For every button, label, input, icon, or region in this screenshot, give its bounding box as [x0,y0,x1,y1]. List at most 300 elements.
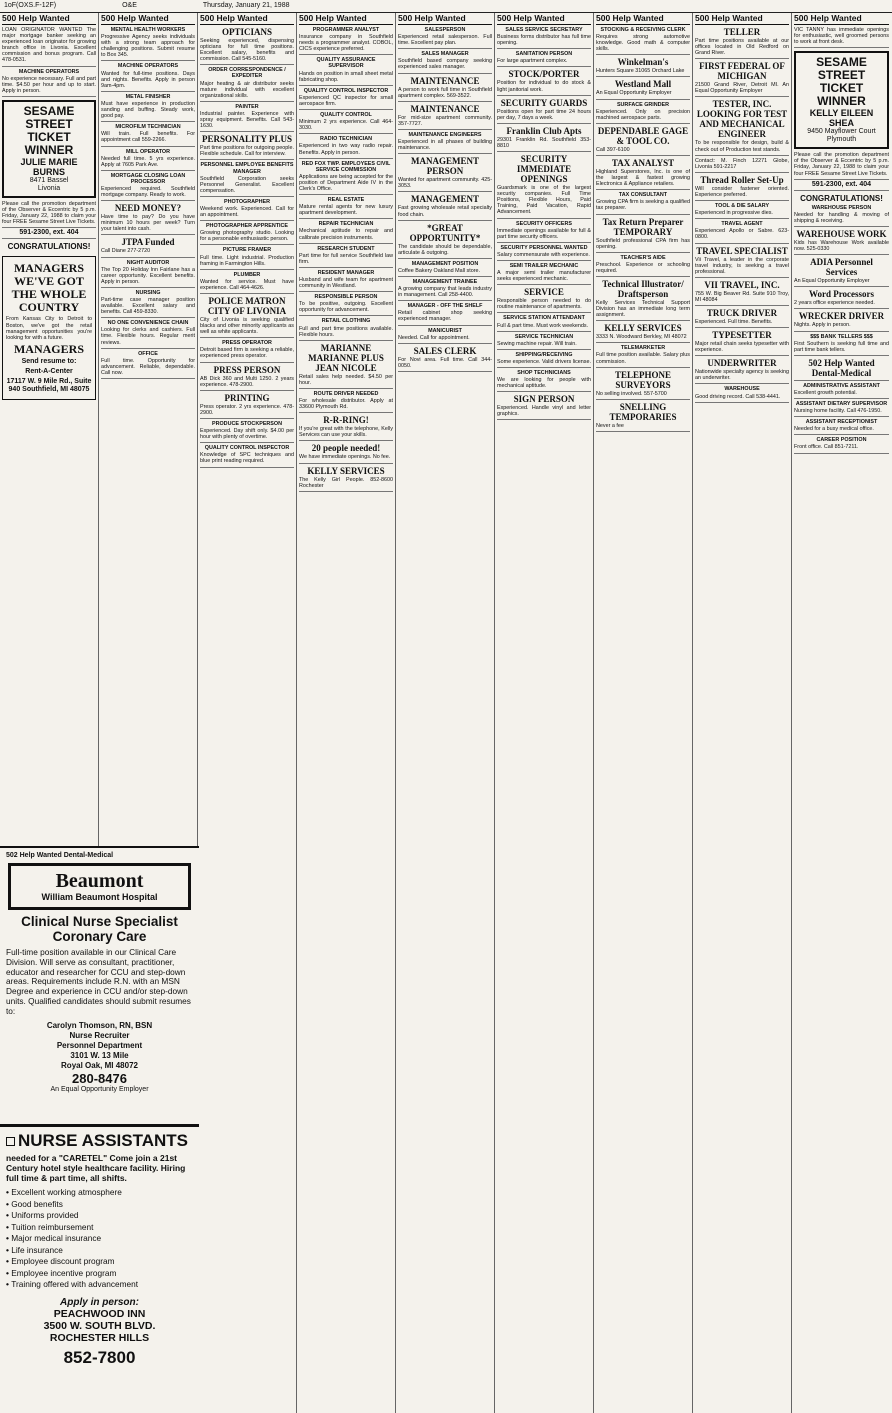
classified-ad [101,320,195,345]
ad-body: Please call the promotion department of the Observer & Eccentric by 5 p.m. Friday, January 22, 1988 to claim your four FREE Sesame Street Live Tickets. [794,152,889,177]
ad-divider [596,76,690,77]
ad-body: Preschool. Experience or schooling required. [596,261,690,274]
winner-city: Plymouth [826,136,857,144]
contact-title: Nurse Recruiter [69,1030,130,1040]
ad-heading: MAINTENANCE ENGINEERS [408,131,482,138]
ad-divider [497,312,591,313]
ad-body: Mature rental agents for new luxury apartment development. [299,204,393,217]
classified-ad [596,217,690,250]
benefit-item: • Uniforms provided [6,1210,193,1222]
ad-heading: WAREHOUSE [724,386,760,393]
beaumont-section-header: 502 Help Wanted Dental-Medical [6,852,114,859]
contact-dept: Personnel Department [56,1040,143,1050]
classified-ad [398,261,492,274]
ad-divider [2,227,96,228]
classified-ad [299,391,393,410]
ad-heading: TELEMARKETER [620,345,666,352]
benefit-item: • Good benefits [6,1199,193,1211]
classified-ad [200,393,294,416]
ad-heading: Franklin Club Apts [506,125,582,136]
ad-heading: SECURITY IMMEDIATE OPENINGS [516,154,572,185]
ad-heading: QUALITY CONTROL [320,112,372,119]
ad-body: The Top 20 Holiday Inn Fairlane has a career opportunity. Excellent benefits. Apply in person. [101,266,195,285]
ad-heading: MANAGER - OFF THE SHELF [407,303,483,310]
ad-body: Nationwide specialty agency is seeking an underwriter. [695,369,789,382]
ad-body: Full time. Light industrial. Production framing in Farmington Hills. [200,254,294,267]
classified-ad [695,221,789,240]
classified-ad [497,221,591,240]
ad-divider [299,158,393,159]
ad-heading: PRESS PERSON [213,364,281,375]
ad-body: Hands on position in small sheet metal fabricating shop. [299,70,393,83]
ad-body: Experienced QC inspector for small aerospace firm. [299,94,393,107]
ad-divider [101,121,195,122]
classified-ad [299,161,393,192]
ad-divider [695,355,789,356]
classified-ad [200,104,294,129]
classified-ad [497,287,591,310]
classified-ad [794,152,889,176]
ad-divider [200,390,294,391]
ad-divider [299,491,393,492]
ad-divider [299,267,393,268]
beaumont-title: Clinical Nurse Specialist Coronary Care [21,914,178,944]
classified-ad [2,201,96,225]
ad-divider [794,416,889,417]
benefit-item: • Employee discount program [6,1256,193,1268]
column-header: 500 Help Wanted [794,13,889,25]
classified-ad [794,289,889,306]
classified-ad [299,136,393,155]
ad-divider [497,349,591,350]
ad-body: Minimum 2 yrs experience. Call 464-3030. [299,119,393,132]
ad-divider [794,380,889,381]
classified-ad [695,27,789,56]
ad-body: Responsible person needed to do routine maintenance of apartments. [497,298,591,311]
ad-heading: NEED MONEY? [114,203,182,214]
ad-body: Requires strong automotive knowledge. Good math & computer skills. [596,34,690,53]
managers-send: Send resume to: [21,357,77,365]
benefit-item: • Major medical insurance [6,1233,193,1245]
classified-ad [299,466,393,489]
ad-body: Progressive Agency seeks individuals with a strong team approach for challenging positions. Submit resume to Box 345. [101,34,195,59]
ad-divider [200,418,294,419]
ad-body: Experienced in all phases of building maintenance. [398,139,492,152]
ad-divider [398,371,492,372]
ad-heading: RADIO TECHNICIAN [319,136,373,143]
classified-ad [200,134,294,157]
ad-heading: SALES SERVICE SECRETARY [505,27,583,33]
ad-body: Experienced in two way radio repair. Benefits. Apply in person. [299,143,393,156]
ad-body: Kids has Warehouse Work available now. 525-0330 [794,240,889,253]
ad-divider [695,58,789,59]
ad-heading: Thread Roller Set-Up [700,174,784,185]
ad-body: Coffee Bakery Oakland Mall store. [398,267,480,274]
ad-body: Call Diane 277-2720 [101,248,151,255]
classified-ad [497,69,591,92]
ad-heading: MANAGEMENT POSITION [411,260,479,267]
ad-body: Guardsmark is one of the largest security companies. Full Time Positions, Flexible Hours, Paid Training, Paid Vacation, Rapid Advancement. [497,185,591,216]
winner-name: JULIE MARIE BURNS [20,156,78,177]
ad-divider [398,191,492,192]
ad-heading: TRAVEL AGENT [721,221,763,228]
ad-heading: PROGRAMMER ANALYST [312,27,380,33]
classified-ad [101,63,195,88]
ad-heading: SALES CLERK [413,345,477,356]
column-9 [792,13,891,1413]
classified-ad [695,330,789,353]
ad-body: First Southern is seeking full time and part time bank tellers. [794,340,889,353]
beaumont-phone: 280-8476 [72,1070,127,1086]
ad-heading: PLUMBER [233,271,261,278]
classified-ad [794,182,889,188]
ad-divider [695,96,789,97]
ad-heading: MACHINE OPERATORS [117,63,179,70]
benefit-item: • Excellent working atmosphere [6,1187,193,1199]
ad-body: We have immediate openings. No fee. [299,454,391,461]
ad-body: Front office. Call 851-7211. [794,444,859,451]
ad-divider [596,431,690,432]
ad-divider [398,220,492,221]
ad-body: 29301 Franklin Rd. Southfield 353-8810 [497,136,591,149]
classified-ad [596,126,690,153]
ad-body: Retail cabinet shop seeking experienced manager. [398,310,492,323]
ad-heading: R-R-RING! [323,415,369,426]
ad-divider [596,214,690,215]
ad-heading: SURFACE GRINDER [616,101,670,108]
ad-divider [101,317,195,318]
ad-heading: ROUTE DRIVER NEEDED [313,390,379,397]
ad-divider [101,60,195,61]
ad-body: Full time. Opportunity for advancement. Reliable, dependable. Call now. [101,357,195,376]
ad-heading: STOCK/PORTER [508,69,580,80]
classified-ad [200,272,294,291]
ad-heading: Technical Illustrator/ Draftsperson [602,278,684,299]
ad-heading: RETAIL CLOTHING [321,318,371,325]
classified-ad [596,255,690,274]
beaumont-contact [6,1021,193,1071]
ad-heading: MAINTENANCE [410,103,480,114]
ad-heading: SIGN PERSON [513,394,575,405]
ad-body: Please call the promotion department of the Observer & Eccentric by 5 p.m. Friday, January 22, 1988 to claim your four FREE Sesame Street Live Tickets. [2,200,96,226]
nurse-benefits-list [6,1187,193,1291]
classified-ad [200,445,294,464]
ad-heading: TRAVEL SPECIALIST [696,245,788,256]
ad-body: Major retail chain seeks typesetter with experience. [695,341,789,354]
ad-divider [695,200,789,201]
ad-heading: TYPESETTER [712,330,772,341]
ad-heading: VII TRAVEL, INC. [704,279,780,290]
ad-body: Kelly Services Technical Support Division has an immediate long term assignment. [596,299,690,319]
ad-body: A growing company that leads industry in management. Call 258-4400. [398,286,492,299]
ad-divider [596,123,690,124]
classified-ad [200,67,294,98]
classified-ad [398,51,492,70]
ad-heading: MANAGEMENT PERSON [411,156,479,177]
ad-heading: RESPONSIBLE PERSON [314,294,378,301]
ad-body: VIC TANNY has immediate openings for enthusiastic, well groomed persons to work at front desk. [794,27,889,46]
ad-divider [596,342,690,343]
classified-ad [596,279,690,318]
column-header: 500 Help Wanted [695,13,789,25]
classified-ad [398,279,492,298]
ad-divider [497,260,591,261]
ad-divider [101,170,195,171]
ad-divider [794,308,889,309]
ad-heading: Tax Return Preparer TEMPORARY [602,216,684,237]
ad-divider [299,194,393,195]
classified-ad [299,343,393,386]
ad-divider [497,48,591,49]
classified-ad [398,132,492,151]
ad-heading: SHOP TECHNICIANS [517,370,571,376]
ad-heading: SEMI TRAILER MECHANIC [509,262,579,269]
ad-divider [200,196,294,197]
ad-divider [200,442,294,443]
ad-divider [794,190,889,191]
square-icon [6,1137,15,1146]
ad-divider [794,179,889,180]
ad-heading: QUALITY CONTROL INSPECTOR [204,445,290,452]
ad-heading: TESTER, INC. LOOKING FOR TEST AND MECHANICAL ENGINEER [696,99,788,140]
column-header: 500 Help Wanted [497,13,591,25]
ad-body: Husband and wife team for apartment community in Westland. [299,277,393,290]
ad-heading: NO ONE CONVENIENCE CHAIN [107,320,189,327]
ad-divider [200,220,294,221]
ad-divider [497,66,591,67]
ad-heading: SERVICE [524,287,564,298]
ad-heading: REAL ESTATE [327,197,365,204]
ad-heading: RESEARCH STUDENT [317,245,375,252]
ad-body: Never a fee [596,422,624,429]
ad-body: Nights. Apply in person. [794,322,851,329]
ad-divider [497,218,591,219]
ad-body: Excellent growth potential. [794,389,857,396]
beaumont-logo [8,863,191,910]
ad-body: Sewing machine repair. Will train. [497,340,577,347]
ad-heading: Westland Mall [614,79,672,90]
ad-body: Insurance company in Southfield needs a programmer analyst. COBOL, CICS experience preferred. [299,34,393,53]
ad-body: 21500 Grand River, Detroit MI. An Equal Opportunity Employer [695,82,789,95]
classified-ad [596,192,690,211]
ad-heading: METAL FINISHER [125,93,171,100]
ad-body: Experienced. Only on precision machined aerospace parts. [596,108,690,121]
ad-heading: PAINTER [235,103,259,110]
ad-heading: RESIDENT MANAGER [317,269,375,276]
ad-body: Full and part time positions available. Flexible hours. [299,325,393,338]
column-4 [297,13,396,1413]
ad-body: Southfield based company seeking experienced sales manager. [398,58,492,71]
ad-divider [398,48,492,49]
ad-divider [398,73,492,74]
ad-heading: ASSISTANT RECEPTIONIST [805,419,878,426]
ad-body: Experienced in progressive dies. [695,210,773,217]
ad-heading: SALESPERSON [424,27,466,33]
ad-divider [299,243,393,244]
ad-heading: OFFICE [138,350,158,357]
ad-heading: SERVICE STATION ATTENDANT [503,315,585,322]
classified-ad [695,308,789,325]
nurse-city: ROCHESTER HILLS [49,1331,150,1344]
ad-divider [200,293,294,294]
ad-body: No selling involved. 557-5700 [596,390,667,397]
ad-body: Position for individual to do stock & light janitorial work. [497,80,591,93]
ad-body: Experienced required. Southfield mortgage company. Ready to work. [101,185,195,199]
ad-heading: KELLY SERVICES [604,323,682,334]
ad-body: Hunters Square 31065 Orchard Lake [596,68,685,75]
ad-heading: ADMINISTRATIVE ASSISTANT [803,382,880,389]
classified-ad [398,303,492,322]
ad-divider [299,291,393,292]
ad-body: Immediate openings available for full & part time security officers. [497,227,591,240]
ad-body: For Novi area. Full time. Call 344-0050. [398,356,492,369]
ad-body: Part time positions for outgoing people. Flexible schedule. Call for interview. [200,145,294,158]
classified-ad [299,415,393,438]
classified-ad [200,223,294,242]
benefit-item: • Life insurance [6,1245,193,1257]
classified-ad [794,205,889,224]
ad-heading: SECURITY GUARDS [500,97,588,108]
classified-ad [299,197,393,216]
ad-heading: MENTAL HEALTH WORKERS [110,27,186,33]
column-6 [495,13,594,1413]
ad-divider [101,257,195,258]
classified-ad [101,149,195,168]
ad-body: Applications are being accepted for the position of Department Aide IV in the Clerk's Office. [299,173,393,192]
ad-divider [596,155,690,156]
ad-body: A major semi trailer manufacturer seeks experienced mechanic. [497,270,591,283]
classified-ad [596,27,690,52]
ad-body: 2 years office experience needed. [794,300,875,307]
ad-heading: Word Processors [808,289,875,300]
ad-divider [794,226,889,227]
ad-heading: STOCKING & RECEIVING CLERK [600,27,686,33]
ad-divider [794,398,889,399]
classified-ad [2,27,96,64]
winner-address: 9450 Mayflower Court [807,128,876,136]
ad-heading: TAX ANALYST [611,157,675,168]
ad-heading: KELLY SERVICES [307,465,385,476]
classified-ad [200,365,294,388]
ad-heading: MACHINE OPERATORS [18,68,80,75]
classified-ad [398,346,492,369]
ad-heading: PERSONALITY PLUS [202,134,292,145]
ad-body: Some experience. Valid drivers license. [497,358,591,365]
ad-body: Will train. Full benefits. For appointment call 559-2266. [101,131,195,144]
nurse-title [6,1131,193,1150]
ad-divider [299,109,393,110]
classified-ad [398,194,492,217]
ad-divider [596,276,690,277]
congratulations: CONGRATULATIONS! [7,242,91,252]
ad-heading: MANAGEMENT TRAINEE [412,278,478,285]
classified-ad [101,290,195,315]
classified-ad [398,328,492,341]
classified-ad [299,318,393,337]
ad-heading: SNELLING TEMPORARIES [609,401,677,422]
classified-ad [398,104,492,127]
benefit-item: • Training offered with advancement [6,1279,193,1291]
ad-heading: FIRST FEDERAL OF MICHIGAN [699,61,785,82]
classified-ad [200,421,294,440]
ad-divider [497,123,591,124]
column-8 [693,13,792,1413]
ad-heading: OPTICIANS [221,27,272,37]
ad-divider [695,327,789,328]
contact-city: Royal Oak, MI 48072 [61,1060,138,1070]
ad-body: An Equal Opportunity Employer [596,90,672,97]
ad-heading: WAREHOUSE WORK [796,229,887,240]
ad-divider [596,54,690,55]
ad-divider [398,343,492,344]
ad-divider [596,99,690,100]
classified-ad [596,370,690,397]
beaumont-body: Full-time position available in our Clinical Care Division. Will serve as consultant, practitioner, educator and researcher for CCU and step-down areas. Requirements include R.N. with an MSN Degree and experience in CCU and/or step-down units. Qualified candidates should submit resumes to: [6,947,191,1016]
ad-divider [497,242,591,243]
classified-ad [794,383,889,396]
beaumont-logo-name: Beaumont [55,870,144,892]
classified-ad [299,221,393,240]
ad-heading: TELEPHONE SURVEYORS [614,369,671,390]
ad-divider [497,331,591,332]
ad-body: Wanted for service. Must have experience. Call 464-4626. [200,278,294,291]
ad-divider [695,383,789,384]
classified-ad [101,94,195,119]
ad-divider [200,269,294,270]
ad-divider [398,129,492,130]
ad-divider [794,434,889,435]
ad-heading: MICROFILM TECHNICIAN [115,124,181,131]
ad-body: Positions open for part time 24 hours per day, 7 days a week. [497,108,591,121]
classified-ad [299,57,393,82]
ad-heading: MILL OPERATOR [125,148,171,155]
ticket-winner-box [2,100,96,198]
classified-ad [497,263,591,282]
ad-body: Part-time case manager position available. Excellent salary and benefits. Call 459-8330. [101,297,195,316]
congratulations: CONGRATULATIONS! [800,193,883,203]
classified-ad [695,280,789,303]
ticket-winner-title: SESAME STREET TICKET WINNER [23,103,75,157]
classified-ad [596,57,690,74]
ad-divider [200,131,294,132]
ad-body: Mechanical aptitude to repair and calibrate precision instruments. [299,228,393,241]
ad-divider [497,151,591,152]
ad-body: To be positive, outgoing. Excellent opportunity for advancement. [299,301,393,314]
ad-heading: REPAIR TECHNICIAN [318,221,374,228]
ad-divider [497,95,591,96]
winner-name: KELLY EILEEN SHEA [809,108,874,129]
ad-heading: TRUCK DRIVER [706,307,778,318]
ad-divider [596,367,690,368]
classified-ad [497,394,591,417]
classified-ad [794,257,889,284]
ad-heading: RED FOX TWP. EMPLOYEES CIVIL SERVICE COMMISSION [301,160,391,173]
ad-body: Industrial painter. Experience with spray equipment. Benefits. Call 543-1630. [200,110,294,130]
ad-divider [200,64,294,65]
column-header: 500 Help Wanted [101,13,195,25]
ad-heading: PRODUCE STOCKPERSON [212,420,282,427]
ad-divider [398,258,492,259]
ad-heading: PICTURE FRAMER [222,247,272,254]
ad-body: Vii Travel, a leader in the corporate travel industry, is seeking a travel professional. [695,256,789,275]
ad-body: The Kelly Girl People. 852-8600 Rochester [299,476,393,489]
ad-heading: CAREER POSITION [816,437,867,444]
ad-divider [101,91,195,92]
ad-divider [794,331,889,332]
issue-date: Thursday, January 21, 1988 [202,2,290,9]
ad-heading: QUALITY CONTROL INSPECTOR [303,87,389,94]
classified-ad [299,27,393,52]
